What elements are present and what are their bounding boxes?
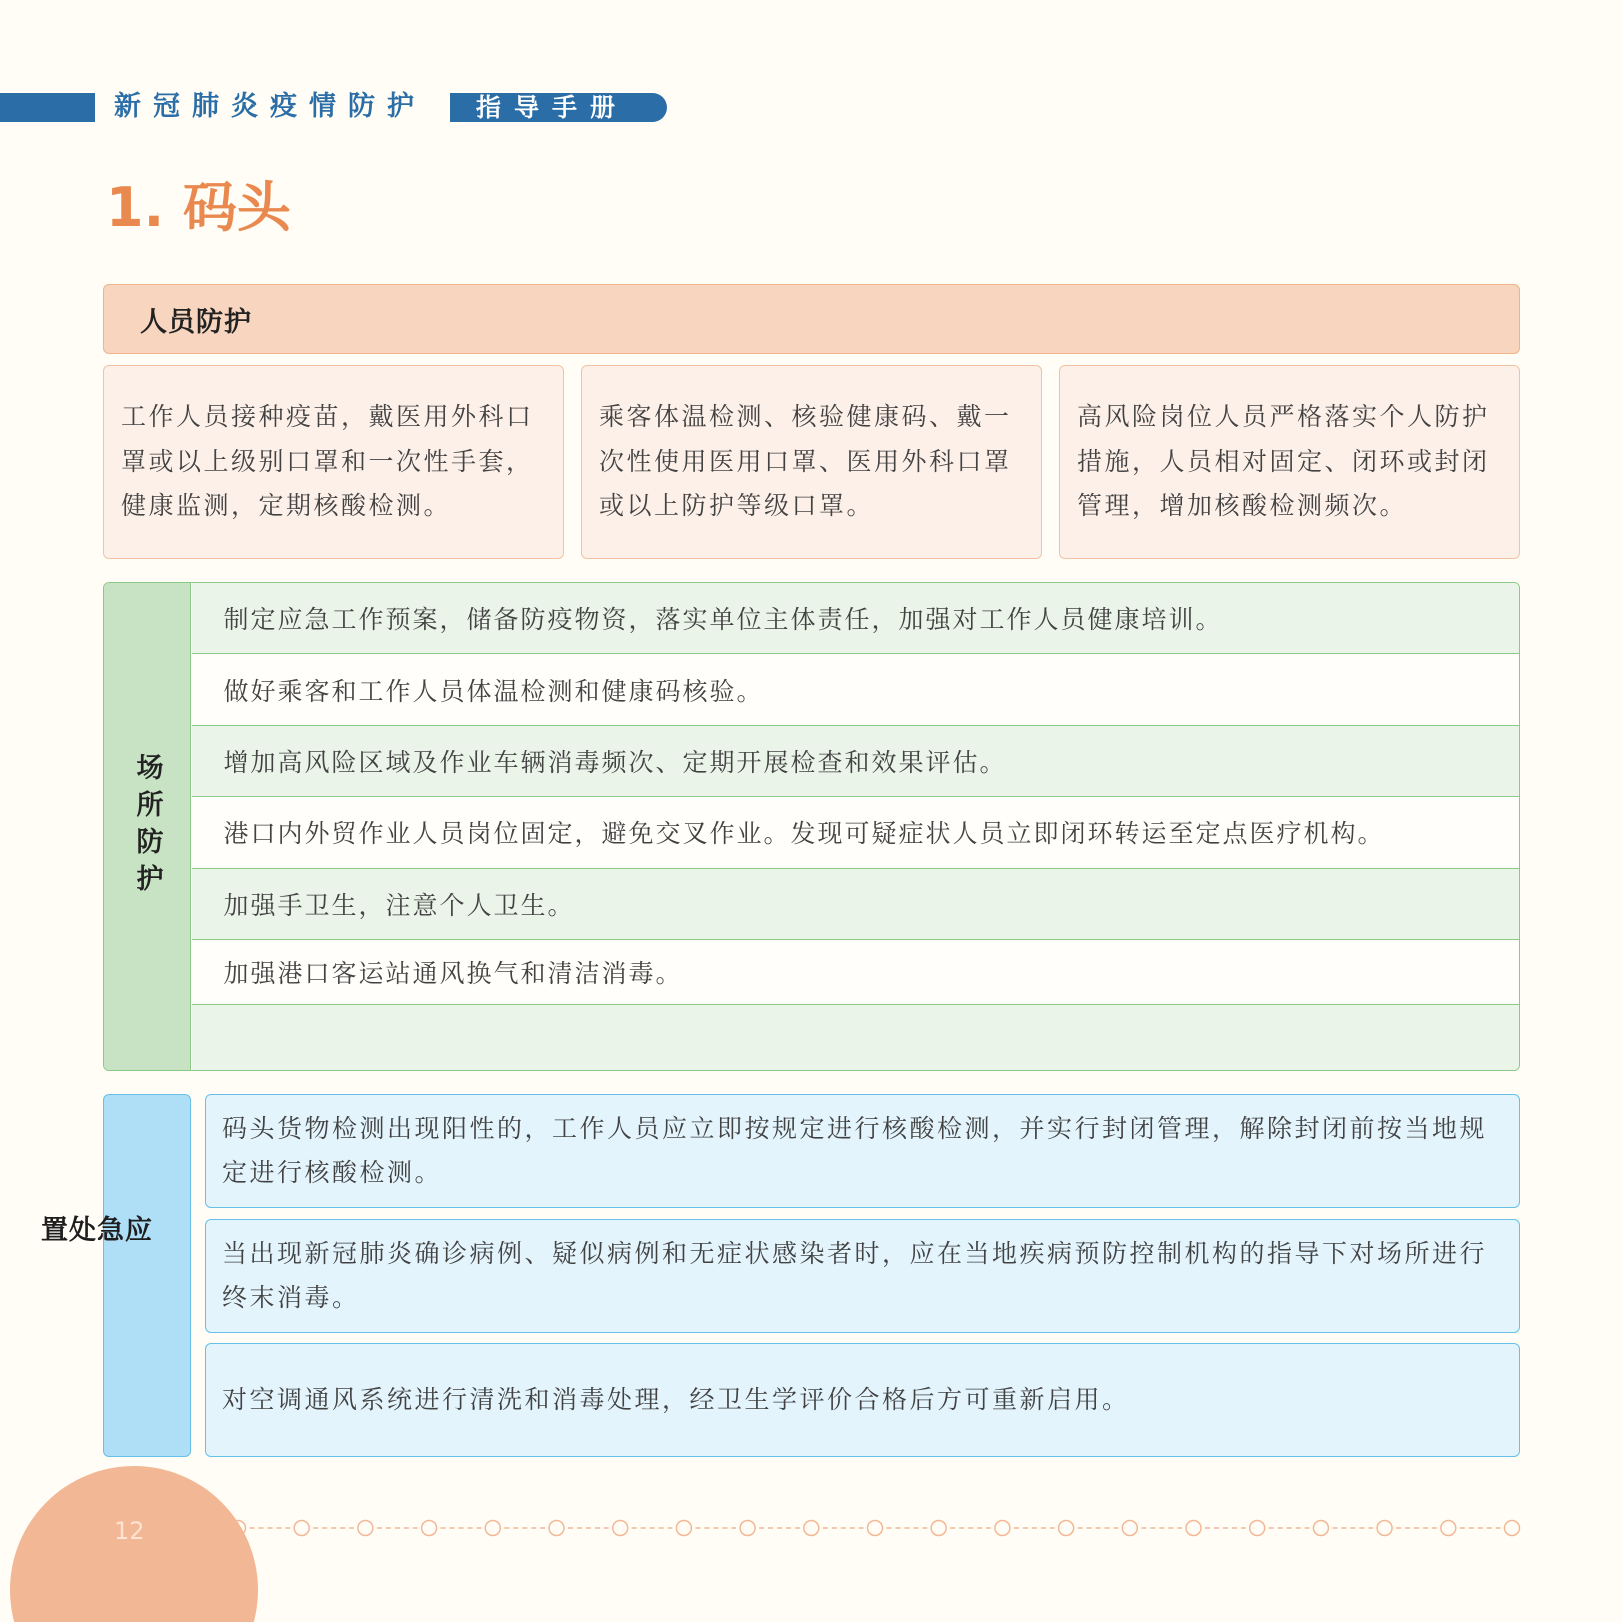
- footer-dot: [613, 1521, 628, 1536]
- page-number: 12: [114, 1517, 145, 1545]
- emergency-item-ventilation: [205, 1343, 1520, 1457]
- card-line: 工作人员接种疫苗，戴医用外科口: [121, 402, 534, 432]
- venue-label-column: [104, 583, 191, 1070]
- personnel-card-high-risk: [1059, 365, 1520, 559]
- personnel-card-passengers: [581, 365, 1042, 559]
- card-line: 或以上防护等级口罩。: [599, 491, 875, 521]
- card-line: 高风险岗位人员严格落实个人防护: [1077, 402, 1490, 432]
- row-text: 制定应急工作预案，储备防疫物资，落实单位主体责任，加强对工作人员健康培训。: [223, 605, 1223, 635]
- item-line: 对空调通风系统进行清洗和消毒处理，经卫生学评价合格后方可重新启用。: [222, 1384, 1130, 1414]
- item-line: 定进行核酸检测。: [222, 1158, 443, 1187]
- table-row-empty: [192, 1005, 1520, 1071]
- footer-dot: [422, 1521, 437, 1536]
- card-line: 健康监测，定期核酸检测。: [121, 491, 452, 521]
- footer-dot: [1441, 1521, 1456, 1536]
- row-text: 增加高风险区域及作业车辆消毒频次、定期开展检查和效果评估。: [223, 747, 1007, 777]
- table-row: [192, 583, 1520, 654]
- personnel-heading: 人员防护: [140, 306, 252, 338]
- table-row: [192, 726, 1520, 797]
- footer-dot: [868, 1521, 883, 1536]
- footer-dot: [804, 1521, 819, 1536]
- emergency-item-positive-cargo: [205, 1094, 1520, 1208]
- row-text: 加强手卫生，注意个人卫生。: [223, 890, 575, 920]
- table-row: [192, 654, 1520, 725]
- personnel-card-staff: [103, 365, 564, 559]
- emergency-label: 置处急应: [41, 1215, 153, 1246]
- footer-dot: [549, 1521, 564, 1536]
- header-series-title: 新冠肺炎疫情防护: [114, 91, 426, 122]
- card-line: 措施，人员相对固定、闭环或封闭: [1077, 446, 1490, 476]
- row-text: 港口内外贸作业人员岗位固定，避免交叉作业。发现可疑症状人员立即闭环转运至定点医疗机构。: [223, 819, 1385, 849]
- emergency-label-column: [103, 1094, 191, 1457]
- personnel-heading-box: [103, 284, 1520, 354]
- venue-label: 场所防护: [131, 752, 163, 901]
- footer-dot: [995, 1521, 1010, 1536]
- item-line: 当出现新冠肺炎确诊病例、疑似病例和无症状感染者时，应在当地疾病预防控制机构的指导下对场所进行: [222, 1238, 1488, 1268]
- footer-dot: [1122, 1521, 1137, 1536]
- table-row: [192, 940, 1520, 1005]
- page-title: 1. 码头: [106, 176, 291, 239]
- emergency-item-case-disinfection: [205, 1219, 1520, 1333]
- row-text: 加强港口客运站通风换气和清洁消毒。: [223, 958, 683, 988]
- header-accent-bar: [0, 93, 95, 122]
- venue-rows: [192, 583, 1520, 1071]
- header-tag-label: 指导手册: [476, 93, 629, 122]
- footer-dot: [1059, 1521, 1074, 1536]
- footer-dot: [1250, 1521, 1265, 1536]
- table-row: [192, 797, 1520, 868]
- card-line: 次性使用医用口罩、医用外科口罩: [599, 446, 1012, 476]
- footer-dot: [676, 1521, 691, 1536]
- card-line: 管理，增加核酸检测频次。: [1077, 491, 1408, 521]
- footer-dotted-line: [0, 1510, 1622, 1546]
- footer-dot: [231, 1521, 246, 1536]
- footer-dot: [1313, 1521, 1328, 1536]
- header-tag-pill: [450, 93, 667, 122]
- table-row: [192, 869, 1520, 940]
- footer-dot: [931, 1521, 946, 1536]
- item-line: 码头货物检测出现阳性的，工作人员应立即按规定进行核酸检测，并实行封闭管理，解除封闭前按当地规: [222, 1113, 1488, 1143]
- row-text: 做好乘客和工作人员体温检测和健康码核验。: [223, 676, 764, 706]
- footer-dot: [740, 1521, 755, 1536]
- footer-dot: [485, 1521, 500, 1536]
- card-line: 乘客体温检测、核验健康码、戴一: [599, 402, 1012, 432]
- footer-dot: [294, 1521, 309, 1536]
- card-line: 罩或以上级别口罩和一次性手套，: [121, 446, 534, 476]
- footer-dot: [1505, 1521, 1520, 1536]
- footer-dot: [1186, 1521, 1201, 1536]
- item-line: 终末消毒。: [222, 1283, 360, 1312]
- footer-dot: [1377, 1521, 1392, 1536]
- footer-dot: [358, 1521, 373, 1536]
- venue-protection-table: [103, 582, 1520, 1071]
